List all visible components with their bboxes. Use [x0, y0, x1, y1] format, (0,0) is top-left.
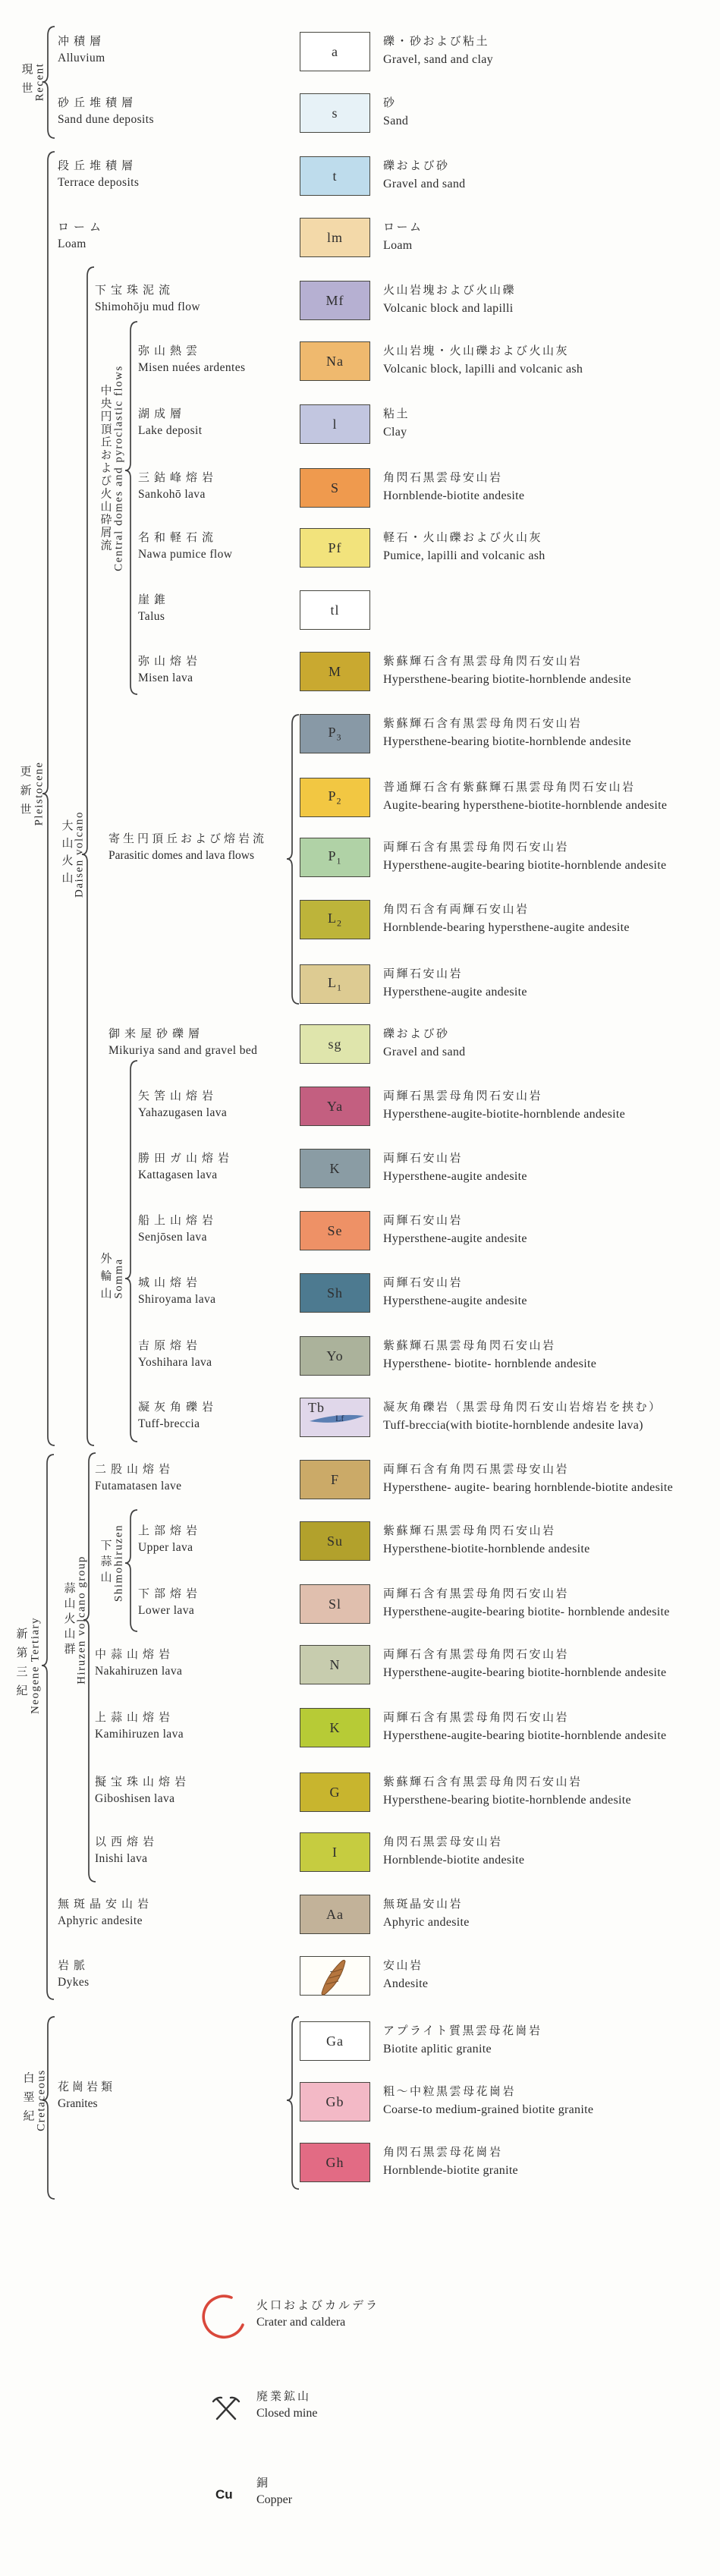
- description-jp: 火山岩塊・火山礫および火山灰: [383, 345, 570, 357]
- unit-name-en: Yahazugasen lava: [138, 1106, 228, 1119]
- era-label-pleistocene-jp: 更新世: [18, 765, 31, 822]
- description-en: Hypersthene- augite- bearing hornblende-biotite andesite: [383, 1481, 673, 1494]
- description-jp: 角閃石含有両輝石安山岩: [383, 904, 530, 916]
- swatch-code: $P_1$: [328, 848, 342, 867]
- description-en: Hornblende-biotite andesite: [383, 1854, 525, 1867]
- lithology-description: [383, 406, 687, 442]
- swatch-code: a: [332, 43, 338, 59]
- description-jp: 両輝石安山岩: [383, 1153, 464, 1165]
- swatch-code: lm: [326, 229, 343, 245]
- description-jp: 粘土: [383, 408, 410, 420]
- swatch-Sl: [300, 1584, 370, 1624]
- unit-name-en: Senjōsen lava: [138, 1231, 207, 1244]
- crater-symbol: [197, 2290, 252, 2346]
- swatch-Sh: [300, 1273, 370, 1313]
- unit-name: [138, 653, 202, 687]
- lithology-description: [383, 1026, 687, 1062]
- unit-name-en: Giboshisen lava: [95, 1792, 175, 1805]
- lithology-description: [383, 1275, 687, 1310]
- swatch-Se: [300, 1211, 370, 1250]
- group-label-en: Parasitic domes and lava flows: [108, 849, 254, 862]
- description-en: Hypersthene-bearing biotite-hornblende andesite: [383, 673, 631, 686]
- unit-name-jp: 湖成層: [138, 408, 187, 420]
- unit-name-en: Nakahiruzen lava: [95, 1665, 183, 1678]
- unit-name-en: Tuff-breccia: [138, 1417, 200, 1430]
- description-en: Hypersthene-augite andesite: [383, 1294, 527, 1307]
- swatch-Yo: [300, 1336, 370, 1376]
- unit-name-en: Alluvium: [58, 52, 105, 64]
- swatch-I: [300, 1832, 370, 1872]
- swatch-Ga: [300, 2021, 370, 2061]
- swatch-code: I: [332, 1844, 338, 1860]
- lithology-description: [383, 343, 687, 379]
- description-en: Hypersthene-augite andesite: [383, 986, 527, 999]
- dyke-icon: [300, 1957, 371, 1996]
- description-jp: 両輝石安山岩: [383, 968, 464, 980]
- description-en: Hypersthene- biotite- hornblende andesite: [383, 1357, 597, 1370]
- crater-label: [256, 2298, 379, 2331]
- swatch-F: [300, 1460, 370, 1499]
- swatch-Mf: [300, 281, 370, 320]
- swatch-Aa: [300, 1895, 370, 1934]
- group-label-daisen-volcano-en: Daisen volcano: [73, 811, 86, 898]
- unit-name-jp: 名和軽石流: [138, 532, 219, 544]
- unit-name-en: Sankohō lava: [138, 488, 206, 501]
- era-label-pleistocene-en: Pleistocene: [33, 761, 46, 826]
- closed-mine-label-jp: 廃業鉱山: [256, 2391, 312, 2403]
- unit-name-en: Yoshihara lava: [138, 1356, 212, 1369]
- unit-name: [138, 1213, 218, 1246]
- description-en: Volcanic block, lapilli and volcanic ash: [383, 363, 583, 376]
- unit-name-jp: 矢筈山熔岩: [138, 1090, 219, 1102]
- lithology-description: [383, 2144, 687, 2180]
- era-label-recent-en: Recent: [33, 62, 46, 102]
- unit-name-jp: 勝田ガ山熔岩: [138, 1153, 234, 1165]
- description-en: Gravel and sand: [383, 178, 466, 190]
- swatch-code: t: [332, 168, 338, 184]
- description-jp: 両輝石含有黒雲母角閃石安山岩: [383, 1649, 570, 1661]
- unit-name-en: Shimohōju mud flow: [95, 300, 200, 313]
- group-label-jp: 寄生円頂丘および熔岩流: [108, 833, 268, 845]
- description-jp: 両輝石含有黒雲母角閃石安山岩: [383, 1588, 570, 1600]
- description-en: Hypersthene-augite andesite: [383, 1170, 527, 1183]
- swatch-code-sub: 2: [337, 917, 342, 929]
- group-label-shimohiruzen-jp: 下蒜山: [99, 1539, 112, 1587]
- swatch-code: Aa: [326, 1906, 344, 1922]
- lithology-description: [383, 1586, 687, 1621]
- description-en: Sand: [383, 115, 409, 127]
- description-en: Loam: [383, 239, 413, 252]
- swatch-S: [300, 468, 370, 508]
- unit-name-jp: 無斑晶安山岩: [58, 1898, 154, 1911]
- unit-name-jp: 段丘堆積層: [58, 160, 138, 172]
- unit-name-en: Nawa pumice flow: [138, 548, 233, 561]
- unit-name-en: Kattagasen lava: [138, 1168, 218, 1181]
- swatch-L2: [300, 900, 370, 939]
- unit-name-en: Misen lava: [138, 672, 193, 684]
- era-label-neogene-jp: 新第三紀: [14, 1628, 27, 1703]
- group-label-daisen-volcano-jp: 大山火山: [60, 819, 73, 889]
- description-en: Gravel, sand and clay: [383, 53, 493, 66]
- swatch-code: Na: [326, 353, 344, 369]
- swatch-code-sub: 2: [336, 795, 342, 807]
- unit-name: [138, 1338, 212, 1371]
- group-label-parasitic-domes: [108, 831, 285, 864]
- group-label-shimohiruzen-en: Shimohiruzen: [112, 1524, 125, 1603]
- unit-name-en: Mikuriya sand and gravel bed: [108, 1044, 258, 1057]
- description-jp: 角閃石黒雲母安山岩: [383, 1836, 503, 1848]
- unit-name-jp: 凝灰角礫岩: [138, 1401, 219, 1414]
- group-label-somma-en: Somma: [112, 1258, 125, 1299]
- swatch-code-sub: 1: [337, 982, 342, 993]
- swatch-code: $L_1$: [328, 974, 342, 993]
- swatch-code: Mf: [325, 292, 344, 308]
- description-en: Hypersthene-augite andesite: [383, 1232, 527, 1245]
- unit-name-jp: 二股山熔岩: [95, 1464, 175, 1476]
- swatch-L1: [300, 964, 370, 1004]
- swatch-code: G: [329, 1784, 341, 1800]
- unit-name: [138, 1150, 234, 1184]
- closed-mine-symbol: [211, 2393, 241, 2423]
- swatch-code: K: [329, 1160, 341, 1176]
- swatch-code: s: [332, 105, 338, 121]
- unit-name: [138, 1399, 218, 1433]
- description-en: Tuff-breccia(with biotite-hornblende andesite lava): [383, 1419, 643, 1432]
- description-en: Gravel and sand: [383, 1046, 466, 1058]
- description-en: Hypersthene-augite-bearing biotite-hornblende andesite: [383, 1729, 667, 1742]
- description-en: Hornblende-biotite andesite: [383, 489, 525, 502]
- swatch-Gb: [300, 2082, 370, 2122]
- swatch-code: M: [328, 663, 341, 679]
- description-jp: 両輝石安山岩: [383, 1215, 464, 1227]
- unit-name-en: Terrace deposits: [58, 176, 140, 189]
- unit-name-jp: 下部熔岩: [138, 1588, 203, 1600]
- description-jp: 両輝石含有黒雲母角閃石安山岩: [383, 841, 570, 854]
- lithology-description: [383, 839, 687, 875]
- group-label-hiruzen-group-jp: 蒜山火山群: [62, 1582, 75, 1658]
- unit-name: [95, 1834, 159, 1867]
- description-en: Hypersthene-augite-bearing biotite-hornblende andesite: [383, 859, 667, 872]
- unit-name-jp: 中蒜山熔岩: [95, 1649, 175, 1661]
- unit-name: [95, 1709, 184, 1743]
- description-jp: 無斑晶安山岩: [383, 1898, 464, 1911]
- description-jp: 紫蘇輝石黒雲母角閃石安山岩: [383, 1525, 556, 1537]
- swatch-code: tl: [330, 602, 340, 618]
- unit-name-jp: 冲積層: [58, 36, 106, 48]
- unit-name: [58, 219, 105, 253]
- unit-name-en: Upper lava: [138, 1541, 193, 1554]
- description-jp: 粗～中粒黒雲母花崗岩: [383, 2086, 517, 2098]
- swatch-code: K: [329, 1719, 341, 1735]
- lithology-description: [383, 1647, 687, 1682]
- swatch-code: Gh: [325, 2154, 344, 2170]
- swatch-P3: [300, 714, 370, 753]
- copper-label-en: Copper: [256, 2493, 293, 2506]
- description-en: Hypersthene-bearing biotite-hornblende andesite: [383, 1794, 631, 1807]
- swatch-K2: [300, 1708, 370, 1747]
- description-en: Hypersthene-augite-bearing biotite-hornblende andesite: [383, 1666, 667, 1679]
- unit-name-en: Kamihiruzen lava: [95, 1728, 184, 1741]
- lithology-description: [383, 1150, 687, 1186]
- lithology-description: [383, 1523, 687, 1558]
- group-label-granites: [58, 2079, 115, 2112]
- unit-name-en: Inishi lava: [95, 1852, 148, 1865]
- description-en: Augite-bearing hypersthene-biotite-hornblende andesite: [383, 799, 668, 812]
- era-label-cretaceous-jp: 白堊紀: [21, 2071, 34, 2129]
- lithology-description: [383, 530, 687, 565]
- swatch-t: [300, 156, 370, 196]
- unit-name: [58, 33, 105, 67]
- unit-name: [138, 1523, 202, 1556]
- group-label-somma-jp: 外輪山: [99, 1252, 112, 1305]
- lithology-description: [383, 33, 687, 69]
- unit-name-jp: 擬宝珠山熔岩: [95, 1776, 191, 1788]
- swatch-code: $P_3$: [328, 724, 342, 743]
- swatch-code: sg: [328, 1036, 342, 1052]
- unit-name: [108, 1026, 257, 1059]
- closed-mine-label-en: Closed mine: [256, 2407, 318, 2420]
- description-jp: 紫蘇輝石含有黒雲母角閃石安山岩: [383, 1776, 583, 1788]
- unit-name-jp: 下宝珠泥流: [95, 285, 175, 297]
- unit-name-en: Lower lava: [138, 1604, 195, 1617]
- unit-name: [138, 1586, 202, 1619]
- description-jp: 紫蘇輝石黒雲母角閃石安山岩: [383, 1340, 556, 1352]
- era-label-recent-jp: 現世: [20, 63, 33, 101]
- lithology-description: [383, 95, 687, 131]
- lithology-description: [383, 219, 687, 255]
- lithology-description: [383, 653, 687, 689]
- swatch-K: [300, 1149, 370, 1188]
- swatch-code: Tb: [308, 1400, 325, 1415]
- lithology-description: [383, 1774, 687, 1810]
- era-label-neogene-en: Neogene Tertiary: [29, 1616, 42, 1715]
- description-en: Coarse-to medium-grained biotite granite: [383, 2103, 594, 2116]
- lithology-description: [383, 282, 687, 318]
- group-label-en: Granites: [58, 2097, 98, 2110]
- unit-name-en: Loam: [58, 237, 86, 250]
- group-label-central-domes-en: Central domes and pyroclastic flows: [112, 365, 125, 571]
- unit-name: [58, 1896, 153, 1930]
- description-jp: 両輝石安山岩: [383, 1277, 464, 1289]
- unit-name-jp: 城山熔岩: [138, 1277, 203, 1289]
- swatch-code: $P_2$: [328, 788, 342, 807]
- swatch-code: Yo: [326, 1348, 344, 1363]
- description-jp: 軽石・火山礫および火山灰: [383, 532, 543, 544]
- crater-label-en: Crater and caldera: [256, 2316, 346, 2329]
- crater-label-jp: 火口およびカルデラ: [256, 2300, 380, 2312]
- unit-name: [138, 530, 232, 563]
- lithology-description: [383, 2023, 687, 2059]
- unit-name-jp: 三鈷峰熔岩: [138, 472, 219, 484]
- swatch-Na: [300, 341, 370, 381]
- swatch-lm: [300, 218, 370, 257]
- unit-name-en: Aphyric andesite: [58, 1914, 143, 1927]
- description-jp: 砂: [383, 97, 397, 109]
- unit-name: [138, 406, 202, 439]
- lithology-description: [383, 1399, 687, 1435]
- unit-name-en: Shiroyama lava: [138, 1293, 216, 1306]
- swatch-P1: [300, 838, 370, 877]
- unit-name-en: Dykes: [58, 1976, 90, 1989]
- unit-name: [58, 158, 139, 191]
- unit-name-en: Sand dune deposits: [58, 113, 154, 126]
- swatch-G: [300, 1772, 370, 1812]
- lithology-description: [383, 470, 687, 505]
- swatch-Pf: [300, 528, 370, 568]
- swatch-s: [300, 93, 370, 133]
- unit-name-jp: 吉原熔岩: [138, 1340, 203, 1352]
- unit-name: [138, 343, 245, 376]
- description-en: Hypersthene-augite-biotite-hornblende andesite: [383, 1108, 626, 1121]
- swatch-code: Pf: [328, 539, 342, 555]
- swatch-code: F: [330, 1471, 339, 1487]
- swatch-Ya: [300, 1087, 370, 1126]
- description-en: Volcanic block and lapilli: [383, 302, 514, 315]
- copper-label-jp: 銅: [256, 2477, 271, 2490]
- svg-text:Lf: Lf: [335, 1413, 344, 1423]
- unit-name: [58, 95, 154, 128]
- lithology-description: [383, 1088, 687, 1124]
- unit-name-jp: 弥山熱雲: [138, 345, 203, 357]
- unit-name: [138, 470, 218, 503]
- copper-label: [256, 2475, 292, 2508]
- swatch-l: [300, 404, 370, 444]
- swatch-tl: [300, 590, 370, 630]
- unit-name-jp: 上部熔岩: [138, 1525, 203, 1537]
- swatch-code: Se: [327, 1222, 343, 1238]
- swatch-code: $L_2$: [328, 910, 342, 929]
- description-jp: アプライト質黒雲母花崗岩: [383, 2025, 542, 2037]
- swatch-Tb: [300, 1398, 370, 1437]
- lithology-description: [383, 158, 687, 193]
- description-jp: 紫蘇輝石含有黒雲母角閃石安山岩: [383, 718, 583, 730]
- lithology-description: [383, 966, 687, 1002]
- description-en: Clay: [383, 426, 407, 439]
- swatch-M: [300, 652, 370, 691]
- swatch-code-sub: 3: [336, 731, 342, 743]
- description-en: Andesite: [383, 1977, 429, 1990]
- lithology-description: [383, 901, 687, 937]
- swatch-code: l: [332, 416, 338, 432]
- unit-name: [95, 1461, 181, 1495]
- lava-lens-icon: [300, 1398, 371, 1438]
- swatch-Su: [300, 1521, 370, 1561]
- swatch-code: Sh: [326, 1285, 343, 1301]
- description-jp: ローム: [383, 222, 423, 234]
- group-label-hiruzen-group-en: Hiruzen volcano group: [75, 1555, 88, 1684]
- description-en: Biotite aplitic granite: [383, 2043, 492, 2055]
- unit-name-jp: 弥山熔岩: [138, 656, 203, 668]
- description-en: Hypersthene-bearing biotite-hornblende andesite: [383, 735, 631, 748]
- lithology-description: [383, 779, 687, 815]
- unit-name-jp: 岩脈: [58, 1960, 90, 1972]
- lithology-description: [383, 2084, 687, 2119]
- unit-name: [95, 1647, 182, 1680]
- lithology-description: [383, 1834, 687, 1870]
- description-jp: 両輝石含有黒雲母角閃石安山岩: [383, 1712, 570, 1724]
- unit-name: [138, 1275, 215, 1308]
- description-jp: 角閃石黒雲母安山岩: [383, 472, 503, 484]
- swatch-code-sub: 1: [336, 855, 342, 867]
- lithology-description: [383, 1213, 687, 1248]
- unit-name: [138, 592, 170, 625]
- description-jp: 両輝石含有角閃石黒雲母安山岩: [383, 1464, 570, 1476]
- lithology-description: [383, 1958, 687, 1993]
- unit-name: [138, 1088, 227, 1121]
- era-label-cretaceous-en: Cretaceous: [35, 2069, 48, 2131]
- swatch-D: [300, 1956, 370, 1996]
- unit-name-en: Misen nuées ardentes: [138, 361, 246, 374]
- swatch-code: Gb: [325, 2093, 344, 2109]
- lithology-description: [383, 1709, 687, 1745]
- unit-name-jp: ローム: [58, 222, 106, 234]
- unit-name-jp: 砂丘堆積層: [58, 97, 138, 109]
- swatch-code: S: [330, 480, 339, 495]
- copper-symbol: Cu: [215, 2487, 233, 2502]
- swatch-code: Su: [326, 1533, 343, 1549]
- description-jp: 安山岩: [383, 1960, 423, 1972]
- unit-name-en: Futamatasen lave: [95, 1480, 182, 1492]
- description-en: Pumice, lapilli and volcanic ash: [383, 549, 546, 562]
- closed-mine-label: [256, 2389, 317, 2422]
- description-en: Hypersthene-biotite-hornblende andesite: [383, 1543, 590, 1555]
- lithology-description: [383, 1338, 687, 1373]
- description-jp: 両輝石黒雲母角閃石安山岩: [383, 1090, 543, 1102]
- description-jp: 礫および砂: [383, 160, 450, 172]
- unit-name-en: Lake deposit: [138, 424, 203, 437]
- description-en: Hornblende-biotite granite: [383, 2164, 518, 2177]
- group-label-jp: 花崗岩類: [58, 2081, 116, 2093]
- swatch-Gh: [300, 2143, 370, 2182]
- description-jp: 普通輝石含有紫蘇輝石黒雲母角閃石安山岩: [383, 782, 636, 794]
- swatch-N: [300, 1645, 370, 1684]
- unit-name-jp: 御来屋砂礫層: [108, 1028, 205, 1040]
- description-jp: 紫蘇輝石含有黒雲母角閃石安山岩: [383, 656, 583, 668]
- description-jp: 礫・砂および粘土: [383, 36, 490, 48]
- lithology-description: [383, 1461, 687, 1497]
- unit-name: [95, 1774, 190, 1807]
- group-label-central-domes-jp: 中央円頂丘および火山砕屑流: [99, 384, 112, 552]
- swatch-code: Ga: [326, 2033, 344, 2049]
- description-en: Hypersthene-augite-bearing biotite- hornblende andesite: [383, 1606, 670, 1618]
- unit-name-en: Talus: [138, 610, 165, 623]
- swatch-sg: [300, 1024, 370, 1064]
- unit-name-jp: 崖錐: [138, 594, 171, 606]
- lithology-description: [383, 1896, 687, 1932]
- unit-name-jp: 以西熔岩: [95, 1836, 159, 1848]
- swatch-code: Ya: [326, 1098, 344, 1114]
- description-jp: 火山岩塊および火山礫: [383, 285, 517, 297]
- lithology-description: [383, 716, 687, 751]
- description-en: Aphyric andesite: [383, 1916, 470, 1929]
- description-jp: 凝灰角礫岩（黒雲母角閃石安山岩熔岩を挟む）: [383, 1401, 662, 1414]
- swatch-P2: [300, 778, 370, 817]
- unit-name-jp: 船上山熔岩: [138, 1215, 219, 1227]
- description-en: Hornblende-bearing hypersthene-augite andesite: [383, 921, 630, 934]
- swatch-code: Sl: [328, 1596, 341, 1612]
- swatch-a: [300, 32, 370, 71]
- description-jp: 礫および砂: [383, 1028, 450, 1040]
- description-jp: 角閃石黒雲母花崗岩: [383, 2147, 503, 2159]
- unit-name: [58, 1958, 90, 1991]
- unit-name: [95, 282, 200, 316]
- swatch-code: N: [329, 1656, 341, 1672]
- unit-name-jp: 上蒜山熔岩: [95, 1712, 175, 1724]
